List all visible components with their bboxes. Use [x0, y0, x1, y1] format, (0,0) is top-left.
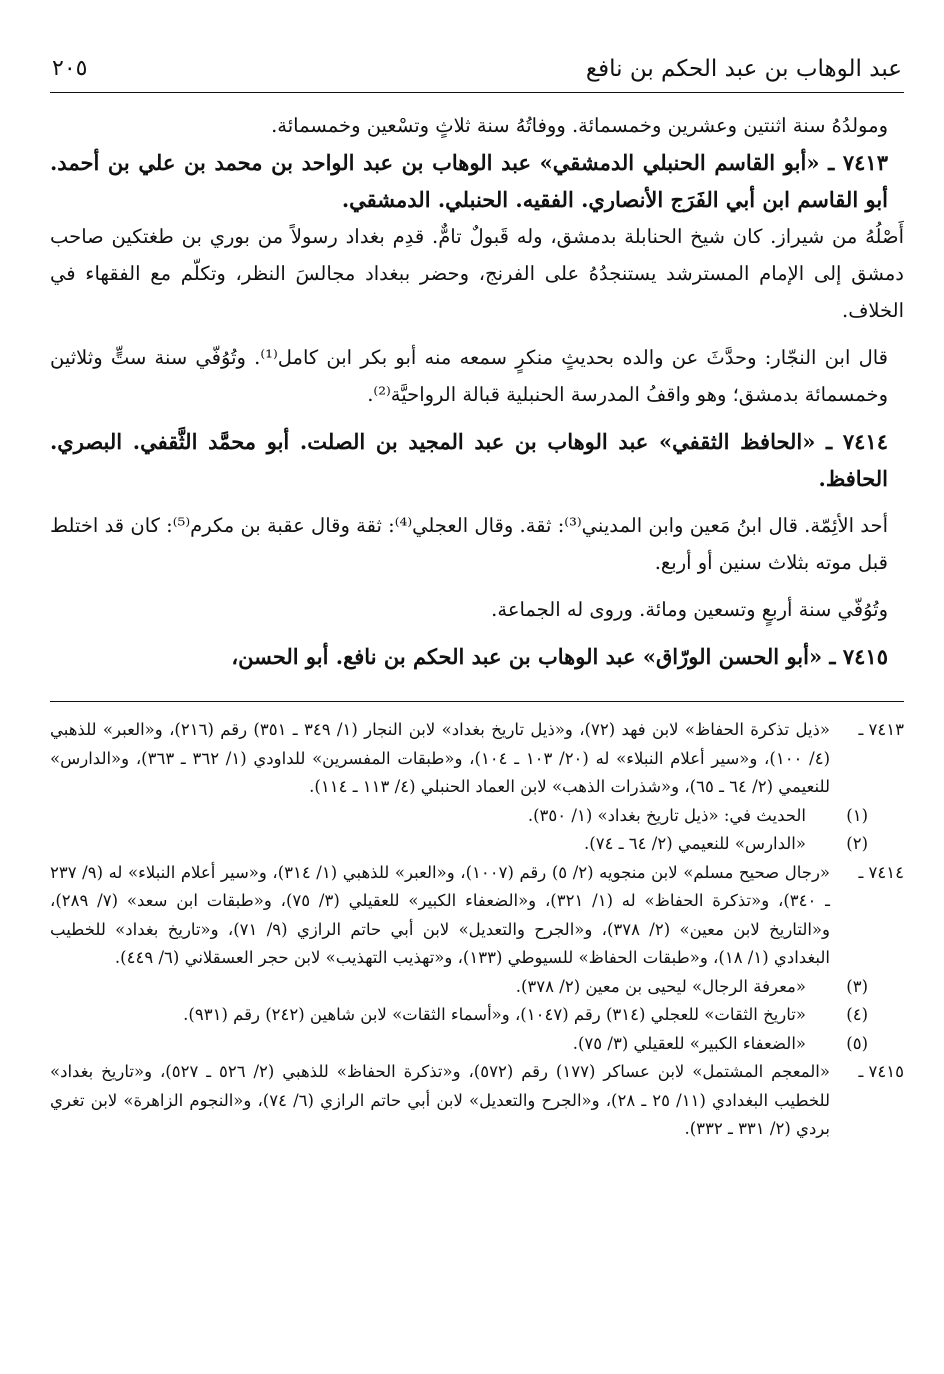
source-note-number: ٧٤١٥ ـ: [858, 1062, 904, 1081]
source-note-text: «رجال صحيح مسلم» لابن منجويه (٢/ ٥) رقم (١٠٠٧)، و«العبر» للذهبي (١/ ٣١٤)، و«سير أعلام النبلاء» له (٩/ ٢٣٧ ـ ٣٤٠)، و«تذكرة الحفاظ» له (١/ ٣٢١)، و«الضعفاء الكبير» للعقيلي (٣/ ٧٥)، و«طبقات ابن سعد» (٧/ ٢٨٩)، و«التاريخ لابن معين» (٢/ ٣٧٨)، و«الجرح والتعديل» لابن أبي حاتم الرازي (٩/ ٧١)، و«تاريخ بغداد» للخطيب البغدادي (١/ ١٨)، و«طبقات الحفاظ» للسيوطي (١٣٣)، و«تهذيب التهذيب» لابن حجر العسقلاني (٦/ ٤٤٩).: [50, 862, 831, 967]
footnote-text: «تاريخ الثقات» للعجلي (٣١٤) رقم (١٠٤٧)، و«أسماء الثقات» لابن شاهين (٢٤٢) رقم (٩٣١).: [183, 1005, 806, 1024]
entry-7414-heading: ٧٤١٤ ـ «الحافظ الثقفي» عبد الوهاب بن عبد المجيد بن الصلت. أبو محمَّد الثَّقفي. البصري. الحافظ.: [50, 429, 888, 491]
footnote-text: «الضعفاء الكبير» للعقيلي (٣/ ٧٥).: [572, 1033, 806, 1053]
source-note-number: ٧٤١٣ ـ: [858, 720, 904, 739]
entry-7415-heading: ٧٤١٥ ـ «أبو الحسن الورّاق» عبد الوهاب بن عبد الحكم بن نافع. أبو الحسن،: [231, 644, 888, 669]
entry-7414-paragraph-2: وتُوُفّي سنة أربعٍ وتسعين ومائة. وروى له الجماعة.: [491, 598, 888, 621]
footnote-5: [50, 1030, 904, 1059]
source-note-text: «ذيل تذكرة الحفاظ» لابن فهد (٧٢)، و«ذيل تاريخ بغداد» لابن النجار (١/ ٣٤٩ ـ ٣٥١) رقم (٢١٦)، و«العبر» للذهبي (٤/ ١٠٠)، و«سير أعلام النبلاء» له (٢٠/ ١٠٣ ـ ١٠٤)، و«طبقات المفسرين» للداودي (١/ ٣٦٢ ـ ٣٦٣)، و«الدارس» للنعيمي (٢/ ٦٤ ـ ٦٥)، و«شذرات الذهب» لابن العماد الحنبلي (٤/ ١١٣ ـ ١١٤).: [50, 720, 831, 796]
footnote-text: الحديث في: «ذيل تاريخ بغداد» (١/ ٣٥٠).: [527, 805, 806, 825]
entry-7413-heading: ٧٤١٣ ـ «أبو القاسم الحنبلي الدمشقي» عبد الوهاب بن عبد الواحد بن محمد بن علي بن أحمد. أبو القاسم ابن أبي الفَرَج الأنصاري. الفقيه. الحنبلي. الدمشقي.: [50, 150, 888, 212]
main-text: [50, 107, 904, 675]
footnote-number: (٤): [846, 1005, 868, 1024]
footnote-1: [50, 802, 904, 831]
running-title: عبد الوهاب بن عبد الحكم بن نافع: [585, 56, 902, 82]
running-header: [50, 52, 904, 93]
paragraph-birth-death: ومولدُهُ سنة اثنتين وعشرين وخمسمائة. ووفاتُهُ سنة ثلاثٍ وتسْعين وخمسمائة.: [271, 114, 888, 137]
source-note-text: «المعجم المشتمل» لابن عساكر (١٧٧) رقم (٥٧٢)، و«تذكرة الحفاظ» للذهبي (٢/ ٥٢٦ ـ ٥٢٧)، و«تاريخ بغداد» للخطيب البغدادي (١١/ ٢٥ ـ ٢٨)، و«الجرح والتعديل» لابن أبي حاتم الرازي (٦/ ٧٤)، و«النجوم الزاهرة» لابن تغري بردي (٢/ ٣٣١ ـ ٣٣٢).: [50, 1062, 831, 1138]
footnote-divider: [50, 701, 904, 702]
footnote-number: (٢): [846, 834, 868, 853]
entry-7414-paragraph-1: أحد الأئِمّة. قال ابنُ مَعين وابن المديني⁽³⁾: ثقة. وقال العجلي⁽⁴⁾: ثقة وقال عقبة بن مكرم⁽⁵⁾: كان قد اختلط قبل موته بثلاث سنين أو أربع.: [50, 514, 888, 574]
footnote-text: «معرفة الرجال» ليحيى بن معين (٢/ ٣٧٨).: [515, 976, 806, 996]
book-page: [50, 52, 904, 1144]
entry-7413-paragraph-2: قال ابن النجّار: وحدَّثَ عن والده بحديثٍ منكرٍ سمعه منه أبو بكر ابن كامل⁽¹⁾. وتُوُفّي سنة ستٍّ وثلاثين وخمسمائة بدمشق؛ وهو واقفُ المدرسة الحنبلية قبالة الرواحيَّة⁽²⁾.: [50, 346, 888, 406]
footnote-text: «الدارس» للنعيمي (٢/ ٦٤ ـ ٧٤).: [584, 834, 806, 853]
footnotes: [50, 716, 904, 1144]
source-note-7415: [50, 1058, 904, 1144]
source-note-7414: [50, 859, 904, 973]
footnote-number: (١): [846, 805, 868, 825]
entry-7413-text: أَصْلُهُ من شيراز. كان شيخ الحنابلة بدمشق، وله قَبولٌ تامٌّ. قدِم بغداد رسولاً من بوري بن طغتكين صاحب دمشق إلى الإمام المسترشد يستنجدُهُ على الفرنج، وحضر ببغداد مجالسَ النظر، وتكلّم مع الفقهاء في الخلاف.: [50, 225, 904, 322]
source-note-number: ٧٤١٤ ـ: [858, 862, 904, 882]
footnote-number: (٥): [846, 1033, 868, 1053]
source-note-7413: [50, 716, 904, 802]
footnote-3: [50, 973, 904, 1002]
footnote-2: [50, 830, 904, 859]
footnote-number: (٣): [846, 976, 868, 996]
page-number: ٢٠٥: [52, 56, 88, 81]
footnote-4: [50, 1001, 904, 1030]
